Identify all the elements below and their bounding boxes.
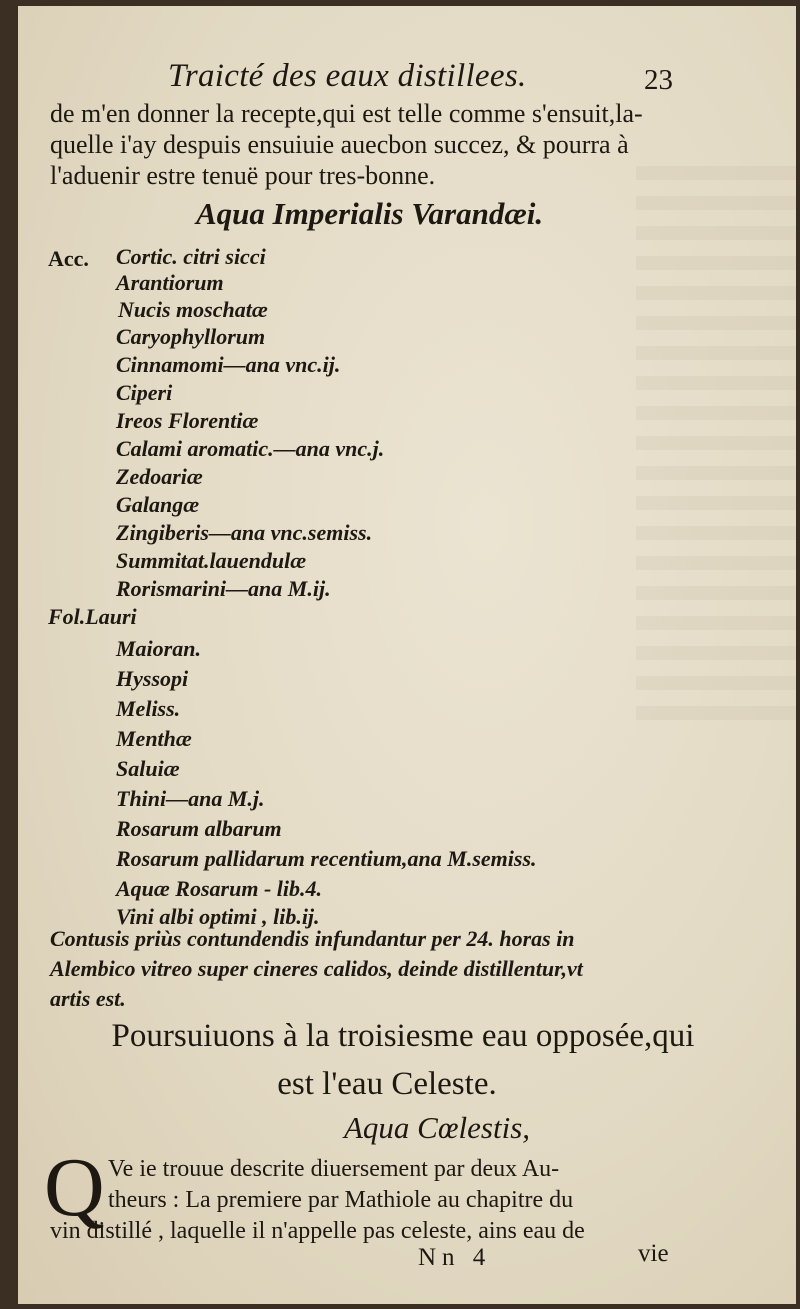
intro-paragraph (50, 98, 690, 191)
ingredient-line: Maioran. (116, 636, 201, 661)
ingredient-line: Menthæ (116, 726, 192, 751)
ingredient-line: Rosarum albarum (116, 816, 282, 841)
ingredient-line: Thini—ana M.j. (116, 786, 265, 811)
ingredient-line: Arantiorum (116, 270, 224, 295)
recipe-title: Aqua Imperialis Varandæi. (196, 196, 544, 231)
ingredient-line: Rosarum pallidarum recentium,ana M.semiss. (116, 846, 537, 871)
section-heading-line: Poursuiuons à la troisiesme eau opposée,qui (111, 1018, 695, 1054)
ingredient-line: Saluiæ (116, 756, 180, 781)
instruction-line: Contusis priùs contundendis infundantur per 24. horas in (50, 926, 575, 951)
ingredient-line: Hyssopi (116, 666, 189, 691)
distillation-instructions (50, 924, 690, 1014)
body-paragraph (50, 1154, 700, 1247)
ingredient-line: Ciperi (116, 380, 173, 405)
ingredient-line: Vini albi optimi , lib.ij. (116, 904, 320, 929)
instruction-line: Alembico vitreo super cineres calidos, deinde distillentur,vt (50, 956, 583, 981)
instruction-line: artis est. (50, 986, 126, 1011)
body-line: theurs : La premiere par Mathiole au chapitre du (108, 1187, 574, 1213)
page-number: 23 (644, 64, 673, 96)
ingredient-line: Calami aromatic.—ana vnc.j. (116, 436, 385, 461)
section-heading-line: est l'eau Celeste. (277, 1066, 497, 1102)
page-header (18, 54, 796, 104)
book-page (18, 6, 796, 1304)
ingredient-line: Meliss. (116, 696, 181, 721)
intro-line: de m'en donner la recepte,qui est telle comme s'ensuit,la- (50, 99, 643, 128)
ingredient-line: Ireos Florentiæ (116, 408, 259, 433)
ingredient-line: Zedoariæ (116, 464, 203, 489)
ingredient-line: Zingiberis—ana vnc.semiss. (116, 520, 373, 545)
intro-line: quelle i'ay despuis ensuiuie auecbon succez, & pourra à (50, 130, 629, 159)
body-line: Ve ie trouue descrite diuersement par deux Au- (108, 1156, 560, 1182)
ingredient-line: Cinnamomi—ana vnc.ij. (116, 352, 341, 377)
running-title: Traicté des eaux distillees. (168, 58, 527, 94)
intro-line: l'aduenir estre tenuë pour tres-bonne. (50, 161, 436, 190)
ingredient-line: Summitat.lauendulæ (116, 548, 307, 573)
ingredient-line: Aquæ Rosarum - lib.4. (116, 876, 322, 901)
drop-cap: Q (44, 1141, 105, 1234)
ingredient-line: Fol.Lauri (48, 604, 137, 629)
ingredient-line: Rorismarini—ana M.ij. (116, 576, 331, 601)
body-line: vin distillé , laquelle il n'appelle pas celeste, ains eau de (50, 1218, 585, 1244)
ingredient-line: Cortic. citri sicci (116, 244, 266, 269)
signature-mark: Nn 4 (418, 1244, 492, 1271)
ingredient-line: Caryophyllorum (116, 324, 266, 349)
bleed-through (636, 166, 796, 726)
ingredient-line: Nucis moschatæ (118, 297, 268, 322)
aqua-coelestis-title: Aqua Cœlestis, (344, 1110, 531, 1145)
acc-label: Acc. (48, 246, 89, 271)
ingredient-line: Galangæ (116, 492, 200, 517)
catchword: vie (638, 1240, 669, 1267)
